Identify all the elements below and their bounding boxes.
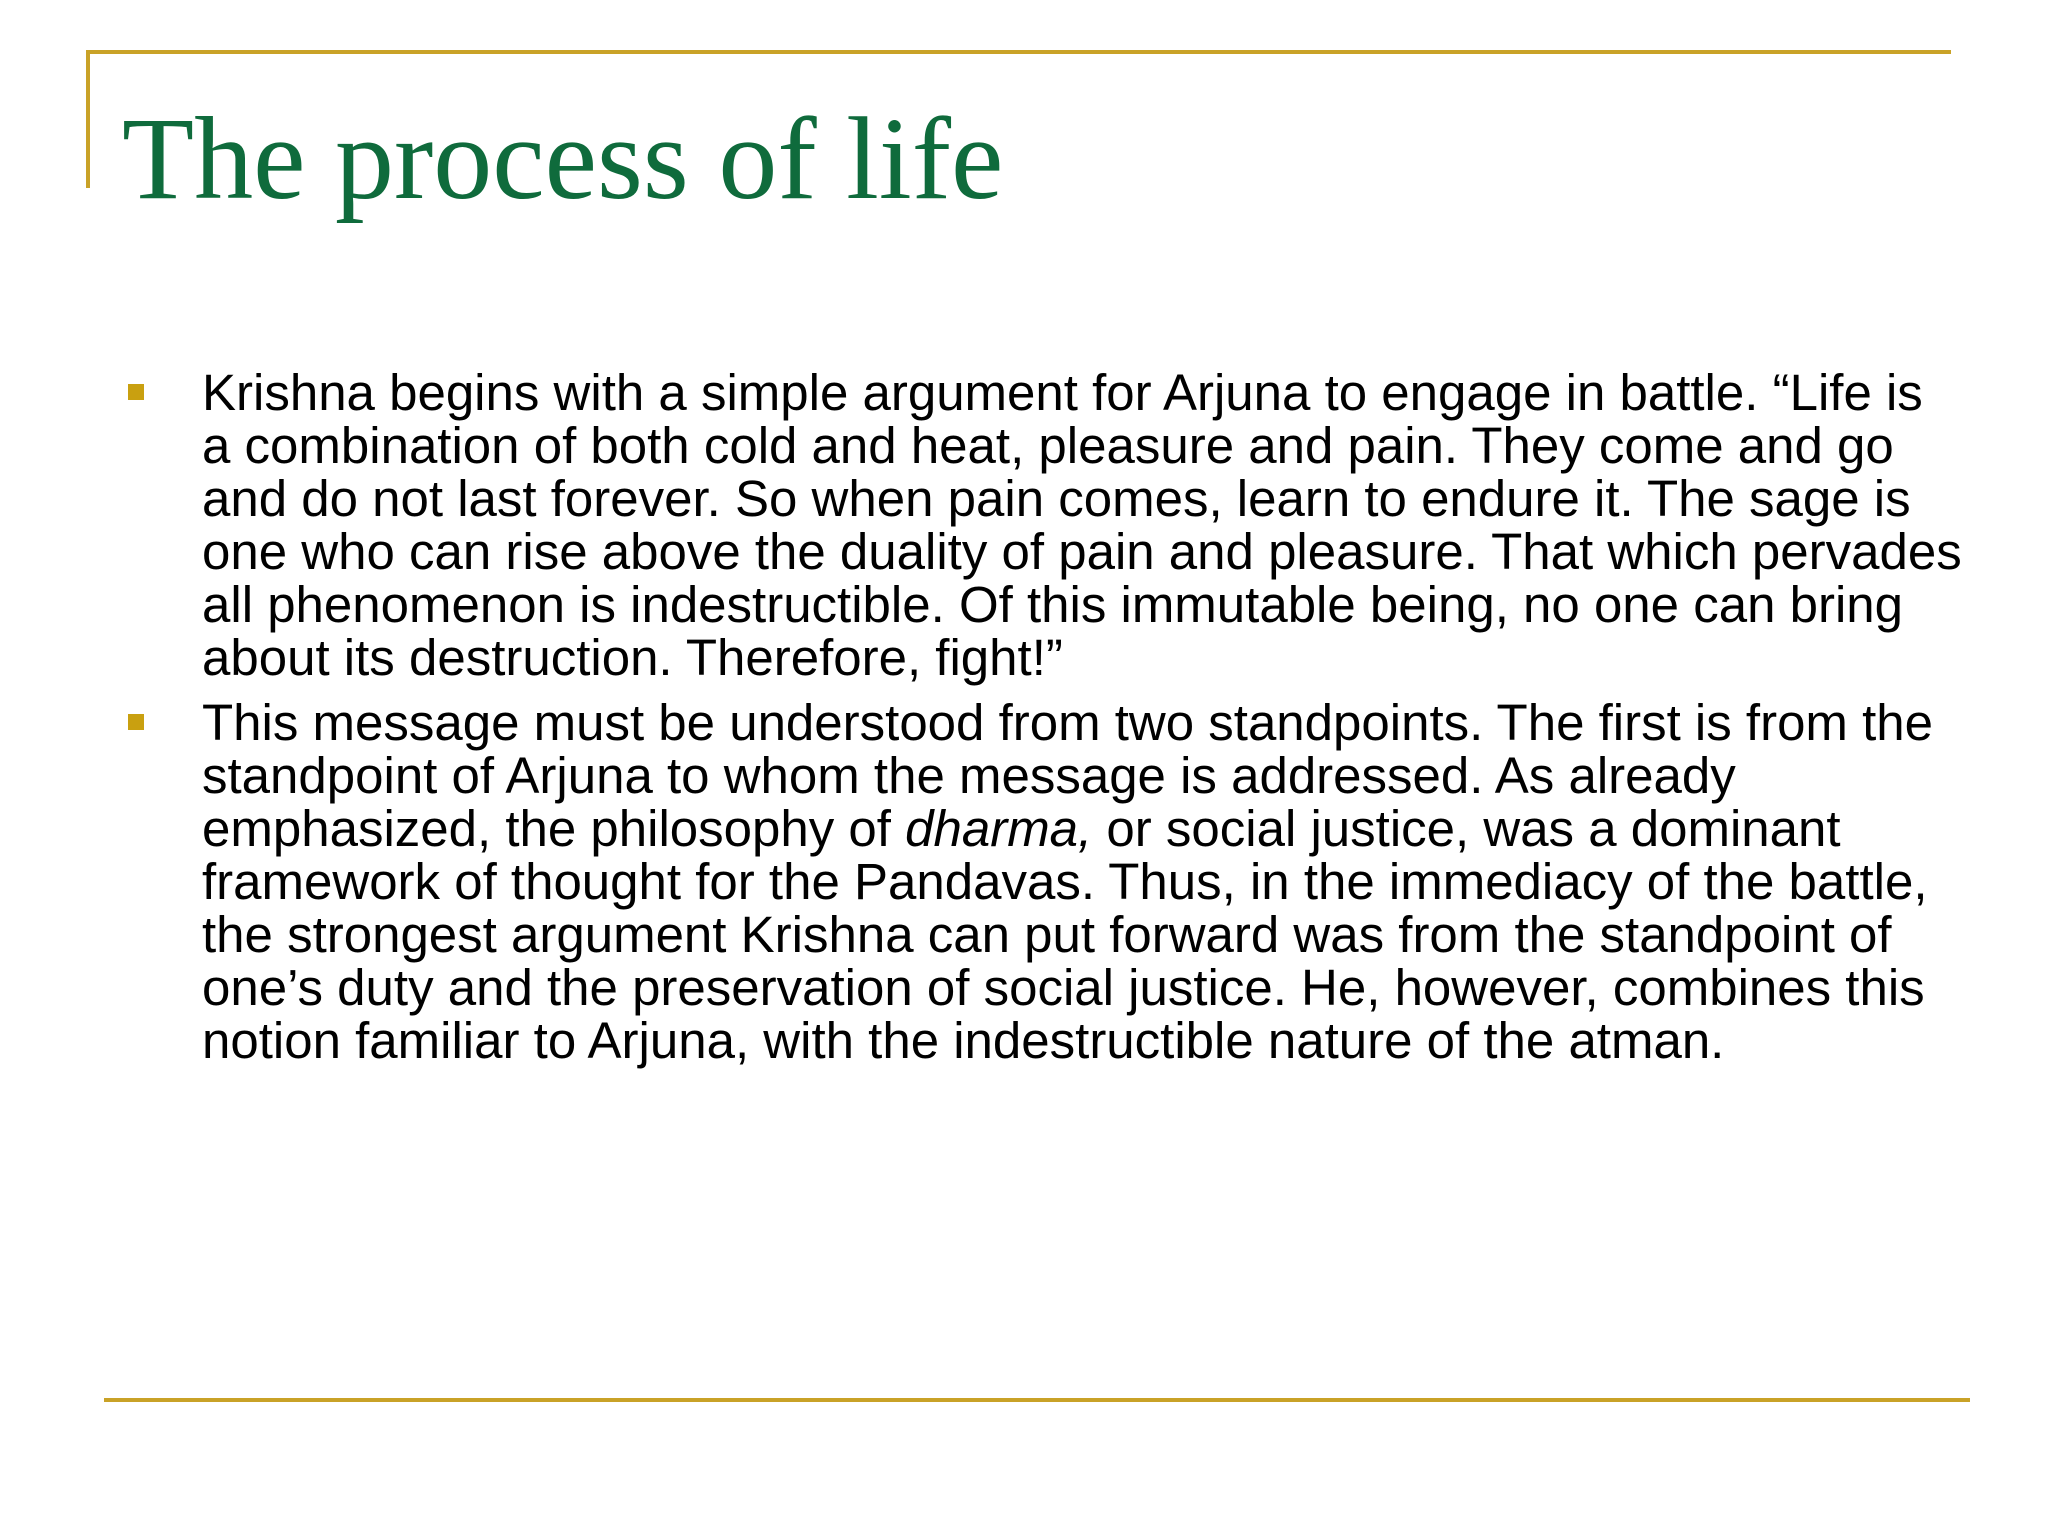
dharma-term: dharma, (905, 800, 1093, 857)
bullet-text (202, 696, 1964, 1067)
left-border-rule (86, 50, 90, 188)
bullet-text-end: or social justice, was a dominant framework of thought for the Pandavas. Thus, in the immediacy of the battle, the strongest argument Krishna can put forward was from the standpoint of one’s duty and the preservation of social justice. He, however, combines this notion familiar to Arjuna, with the indestructible nature of the atman. (202, 800, 1928, 1069)
top-border-rule (86, 50, 1951, 54)
square-bullet-icon (128, 384, 144, 400)
bullet-list (122, 366, 1964, 1079)
bullet-text-start: This message must be understood from two standpoints. The first is from the standpoint of Arjuna to whom the message is addressed. As already emphasized, the philosophy of (202, 694, 1933, 857)
bottom-border-rule (104, 1398, 1970, 1402)
slide-title: The process of life (122, 93, 1004, 224)
bullet-text: Krishna begins with a simple argument for Arjuna to engage in battle. “Life is a combination of both cold and heat, pleasure and pain. They come and go and do not last forever. So when pain comes, learn to endure it. The sage is one who can rise above the duality of pain and pleasure. That which pervades all phenomenon is indestructible. Of this immutable being, no one can bring about its destruction. Therefore, fight!” (202, 364, 1962, 686)
bullet-item-2 (122, 696, 1964, 1067)
square-bullet-icon (128, 714, 144, 730)
bullet-item-1 (122, 366, 1964, 684)
